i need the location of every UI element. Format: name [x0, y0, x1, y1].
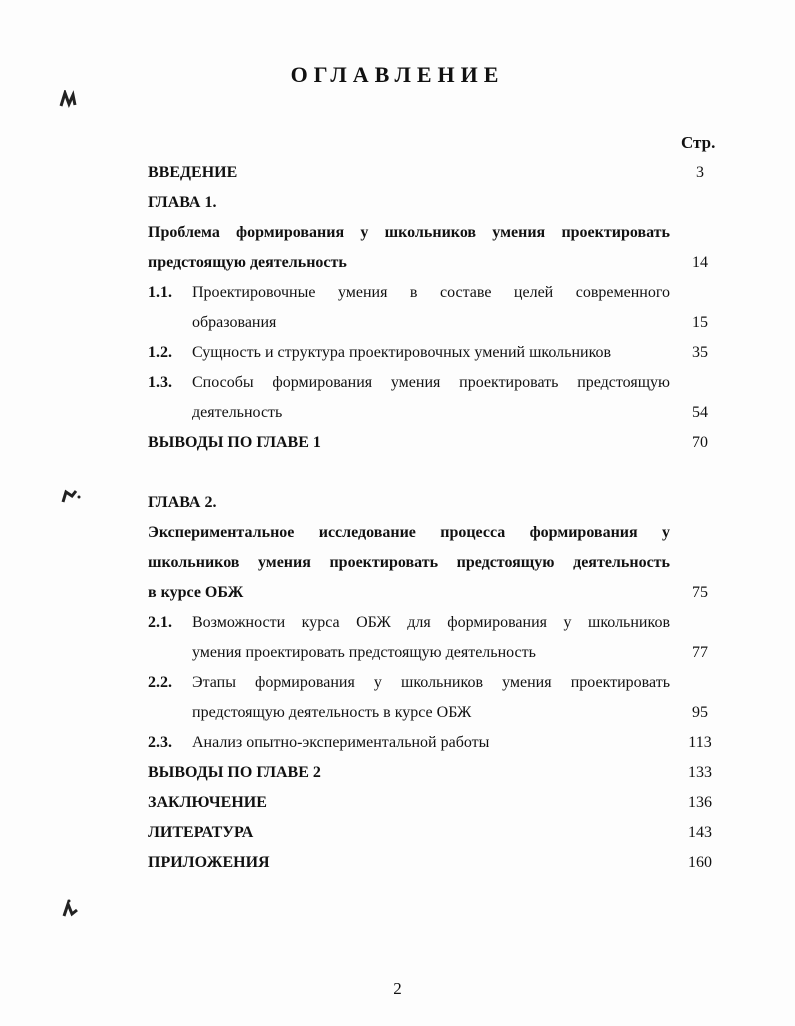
toc-s21-line2: умения проектировать предстоящую деятельность [192, 644, 536, 661]
toc-s22-page: 95 [692, 704, 708, 721]
scan-artifact-icon [58, 90, 80, 110]
toc-s12-line1: Сущность и структура проектировочных умений школьников [192, 344, 612, 361]
toc-s13-line2: деятельность [192, 404, 283, 421]
toc-ch1-title-line1: Проблема формирования у школьников умения проектировать [148, 224, 670, 241]
toc-s22-number: 2.2. [148, 674, 172, 691]
toc-ch2-title-line3: в курсе ОБЖ [148, 584, 244, 601]
toc-s12-number: 1.2. [148, 344, 172, 361]
toc-s23-line1: Анализ опытно-экспериментальной работы [192, 734, 490, 751]
toc-ch2-title-line2: школьников умения проектировать предстоящую деятельность [148, 554, 670, 571]
page-title: ОГЛАВЛЕНИЕ [290, 62, 505, 87]
toc-conclusion-page: 136 [688, 794, 712, 811]
toc-conclusion-label: ЗАКЛЮЧЕНИЕ [148, 794, 267, 811]
toc-ch1-conclusions-page: 70 [692, 434, 708, 451]
toc-ch2-conclusions-page: 133 [688, 764, 712, 781]
toc-ch1-page: 14 [692, 254, 708, 271]
scan-artifact-icon [60, 488, 82, 506]
toc-appendices-label: ПРИЛОЖЕНИЯ [148, 854, 270, 871]
toc-s12-page: 35 [692, 344, 708, 361]
toc-s21-number: 2.1. [148, 614, 172, 631]
toc-s23-page: 113 [688, 734, 712, 751]
toc-literature-label: ЛИТЕРАТУРА [148, 824, 254, 841]
page-number: 2 [393, 979, 402, 998]
toc-s13-page: 54 [692, 404, 708, 421]
toc-ch1-heading: ГЛАВА 1. [148, 194, 217, 211]
toc-s23-number: 2.3. [148, 734, 172, 751]
toc-ch2-title-line1: Экспериментальное исследование процесса формирования у [148, 524, 670, 541]
toc-s11-number: 1.1. [148, 284, 172, 301]
toc-s13-number: 1.3. [148, 374, 172, 391]
toc-s11-line2: образования [192, 314, 277, 331]
toc-s22-line2: предстоящую деятельность в курсе ОБЖ [192, 704, 472, 721]
toc-intro-page: 3 [696, 164, 704, 181]
toc-intro-label: ВВЕДЕНИЕ [148, 164, 238, 181]
toc-ch2-page: 75 [692, 584, 708, 601]
toc-s21-line1: Возможности курса ОБЖ для формирования у школьников [192, 614, 670, 631]
toc-ch1-title-line2: предстоящую деятельность [148, 254, 347, 271]
toc-s11-page: 15 [692, 314, 708, 331]
toc-s13-line1: Способы формирования умения проектировать предстоящую [192, 374, 670, 391]
scan-artifact-icon [60, 898, 82, 920]
toc-ch2-heading: ГЛАВА 2. [148, 494, 217, 511]
toc-appendices-page: 160 [688, 854, 712, 871]
page-column-header: Стр. [681, 133, 716, 152]
toc-s22-line1: Этапы формирования у школьников умения проектировать [192, 674, 670, 691]
toc-literature-page: 143 [688, 824, 712, 841]
toc-s21-page: 77 [692, 644, 708, 661]
toc-ch2-conclusions-label: ВЫВОДЫ ПО ГЛАВЕ 2 [148, 764, 321, 781]
toc-s11-line1: Проектировочные умения в составе целей современного [192, 284, 670, 301]
toc-ch1-conclusions-label: ВЫВОДЫ ПО ГЛАВЕ 1 [148, 434, 321, 451]
